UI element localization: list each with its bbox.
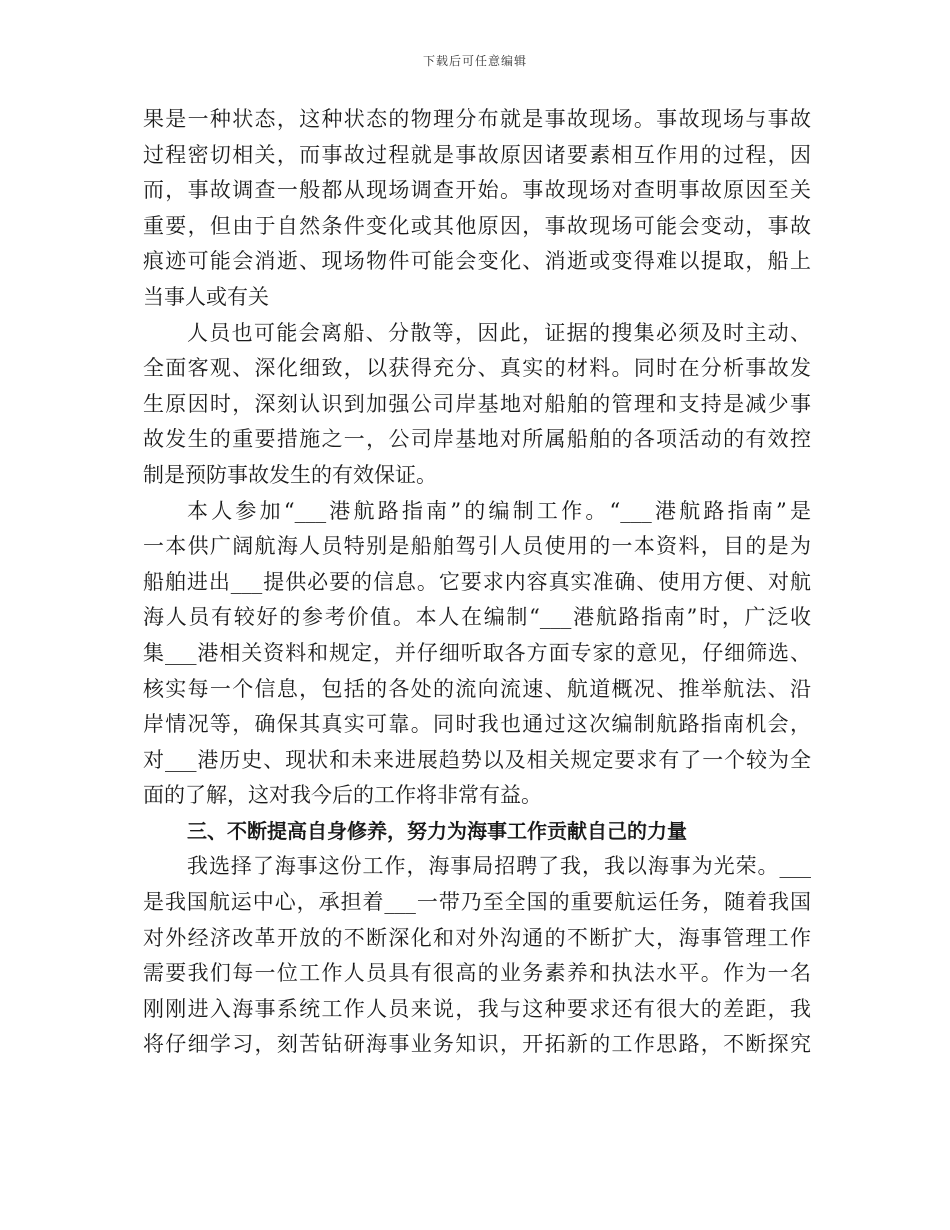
text-line: 我选择了海事这份工作，海事局招聘了我，我以海事为光荣。___ — [187, 854, 811, 879]
text-line: 核实每一个信息，包括的各处的流向流速、航道概况、推举航法、沿 — [143, 676, 811, 701]
text-line: 制是预防事故发生的有效保证。 — [143, 462, 437, 487]
text-line: 船舶进出___提供必要的信息。它要求内容真实准确、使用方便、对航 — [143, 569, 811, 594]
text-line: 故发生的重要措施之一，公司岸基地对所属船舶的各项活动的有效控 — [143, 427, 811, 452]
page-header: 下载后可任意编辑 — [422, 54, 527, 68]
text-line: 全面客观、深化细致，以获得充分、真实的材料。同时在分析事故发 — [143, 356, 811, 381]
text-line: 本人参加“___港航路指南”的编制工作。“___港航路指南”是 — [187, 498, 811, 523]
text-line: 生原因时，深刻认识到加强公司岸基地对船舶的管理和支持是减少事 — [143, 391, 811, 416]
text-line: 是我国航运中心，承担着___一带乃至全国的重要航运任务，随着我国 — [143, 890, 811, 915]
text-line: 海人员有较好的参考价值。本人在编制“___港航路指南”时，广泛收 — [143, 605, 811, 630]
text-line: 刚刚进入海事系统工作人员来说，我与这种要求还有很大的差距，我 — [143, 996, 811, 1021]
text-line: 痕迹可能会消逝、现场物件可能会变化、消逝或变得难以提取，船上 — [143, 249, 811, 274]
text-line: 将仔细学习，刻苦钻研海事业务知识，开拓新的工作思路，不断探究 — [143, 1032, 811, 1057]
text-line: 需要我们每一位工作人员具有很高的业务素养和执法水平。作为一名 — [143, 961, 811, 986]
text-line: 对外经济改革开放的不断深化和对外沟通的不断扩大，海事管理工作 — [143, 925, 811, 950]
text-line: 过程密切相关，而事故过程就是事故原因诸要素相互作用的过程，因 — [143, 142, 811, 167]
text-line: 当事人或有关 — [143, 284, 269, 309]
text-line: 一本供广阔航海人员特别是船舶驾引人员使用的一本资料，目的是为 — [143, 534, 811, 559]
document-body — [143, 102, 811, 1063]
text-line: 岸情况等，确保其真实可靠。同时我也通过这次编制航路指南机会， — [143, 712, 811, 737]
section-heading: 三、不断提高自身修养，努力为海事工作贡献自己的力量 — [187, 818, 687, 843]
text-line: 面的了解，这对我今后的工作将非常有益。 — [143, 783, 542, 808]
text-line: 而，事故调查一般都从现场调查开始。事故现场对查明事故原因至关 — [143, 178, 811, 203]
text-line: 集___港相关资料和规定，并仔细听取各方面专家的意见，仔细筛选、 — [143, 640, 811, 665]
text-line: 人员也可能会离船、分散等，因此，证据的搜集必须及时主动、 — [187, 320, 811, 345]
text-line: 重要，但由于自然条件变化或其他原因，事故现场可能会变动，事故 — [143, 213, 811, 238]
text-line: 对___港历史、现状和未来进展趋势以及相关规定要求有了一个较为全 — [143, 747, 811, 772]
text-line: 果是一种状态，这种状态的物理分布就是事故现场。事故现场与事故 — [143, 107, 811, 131]
